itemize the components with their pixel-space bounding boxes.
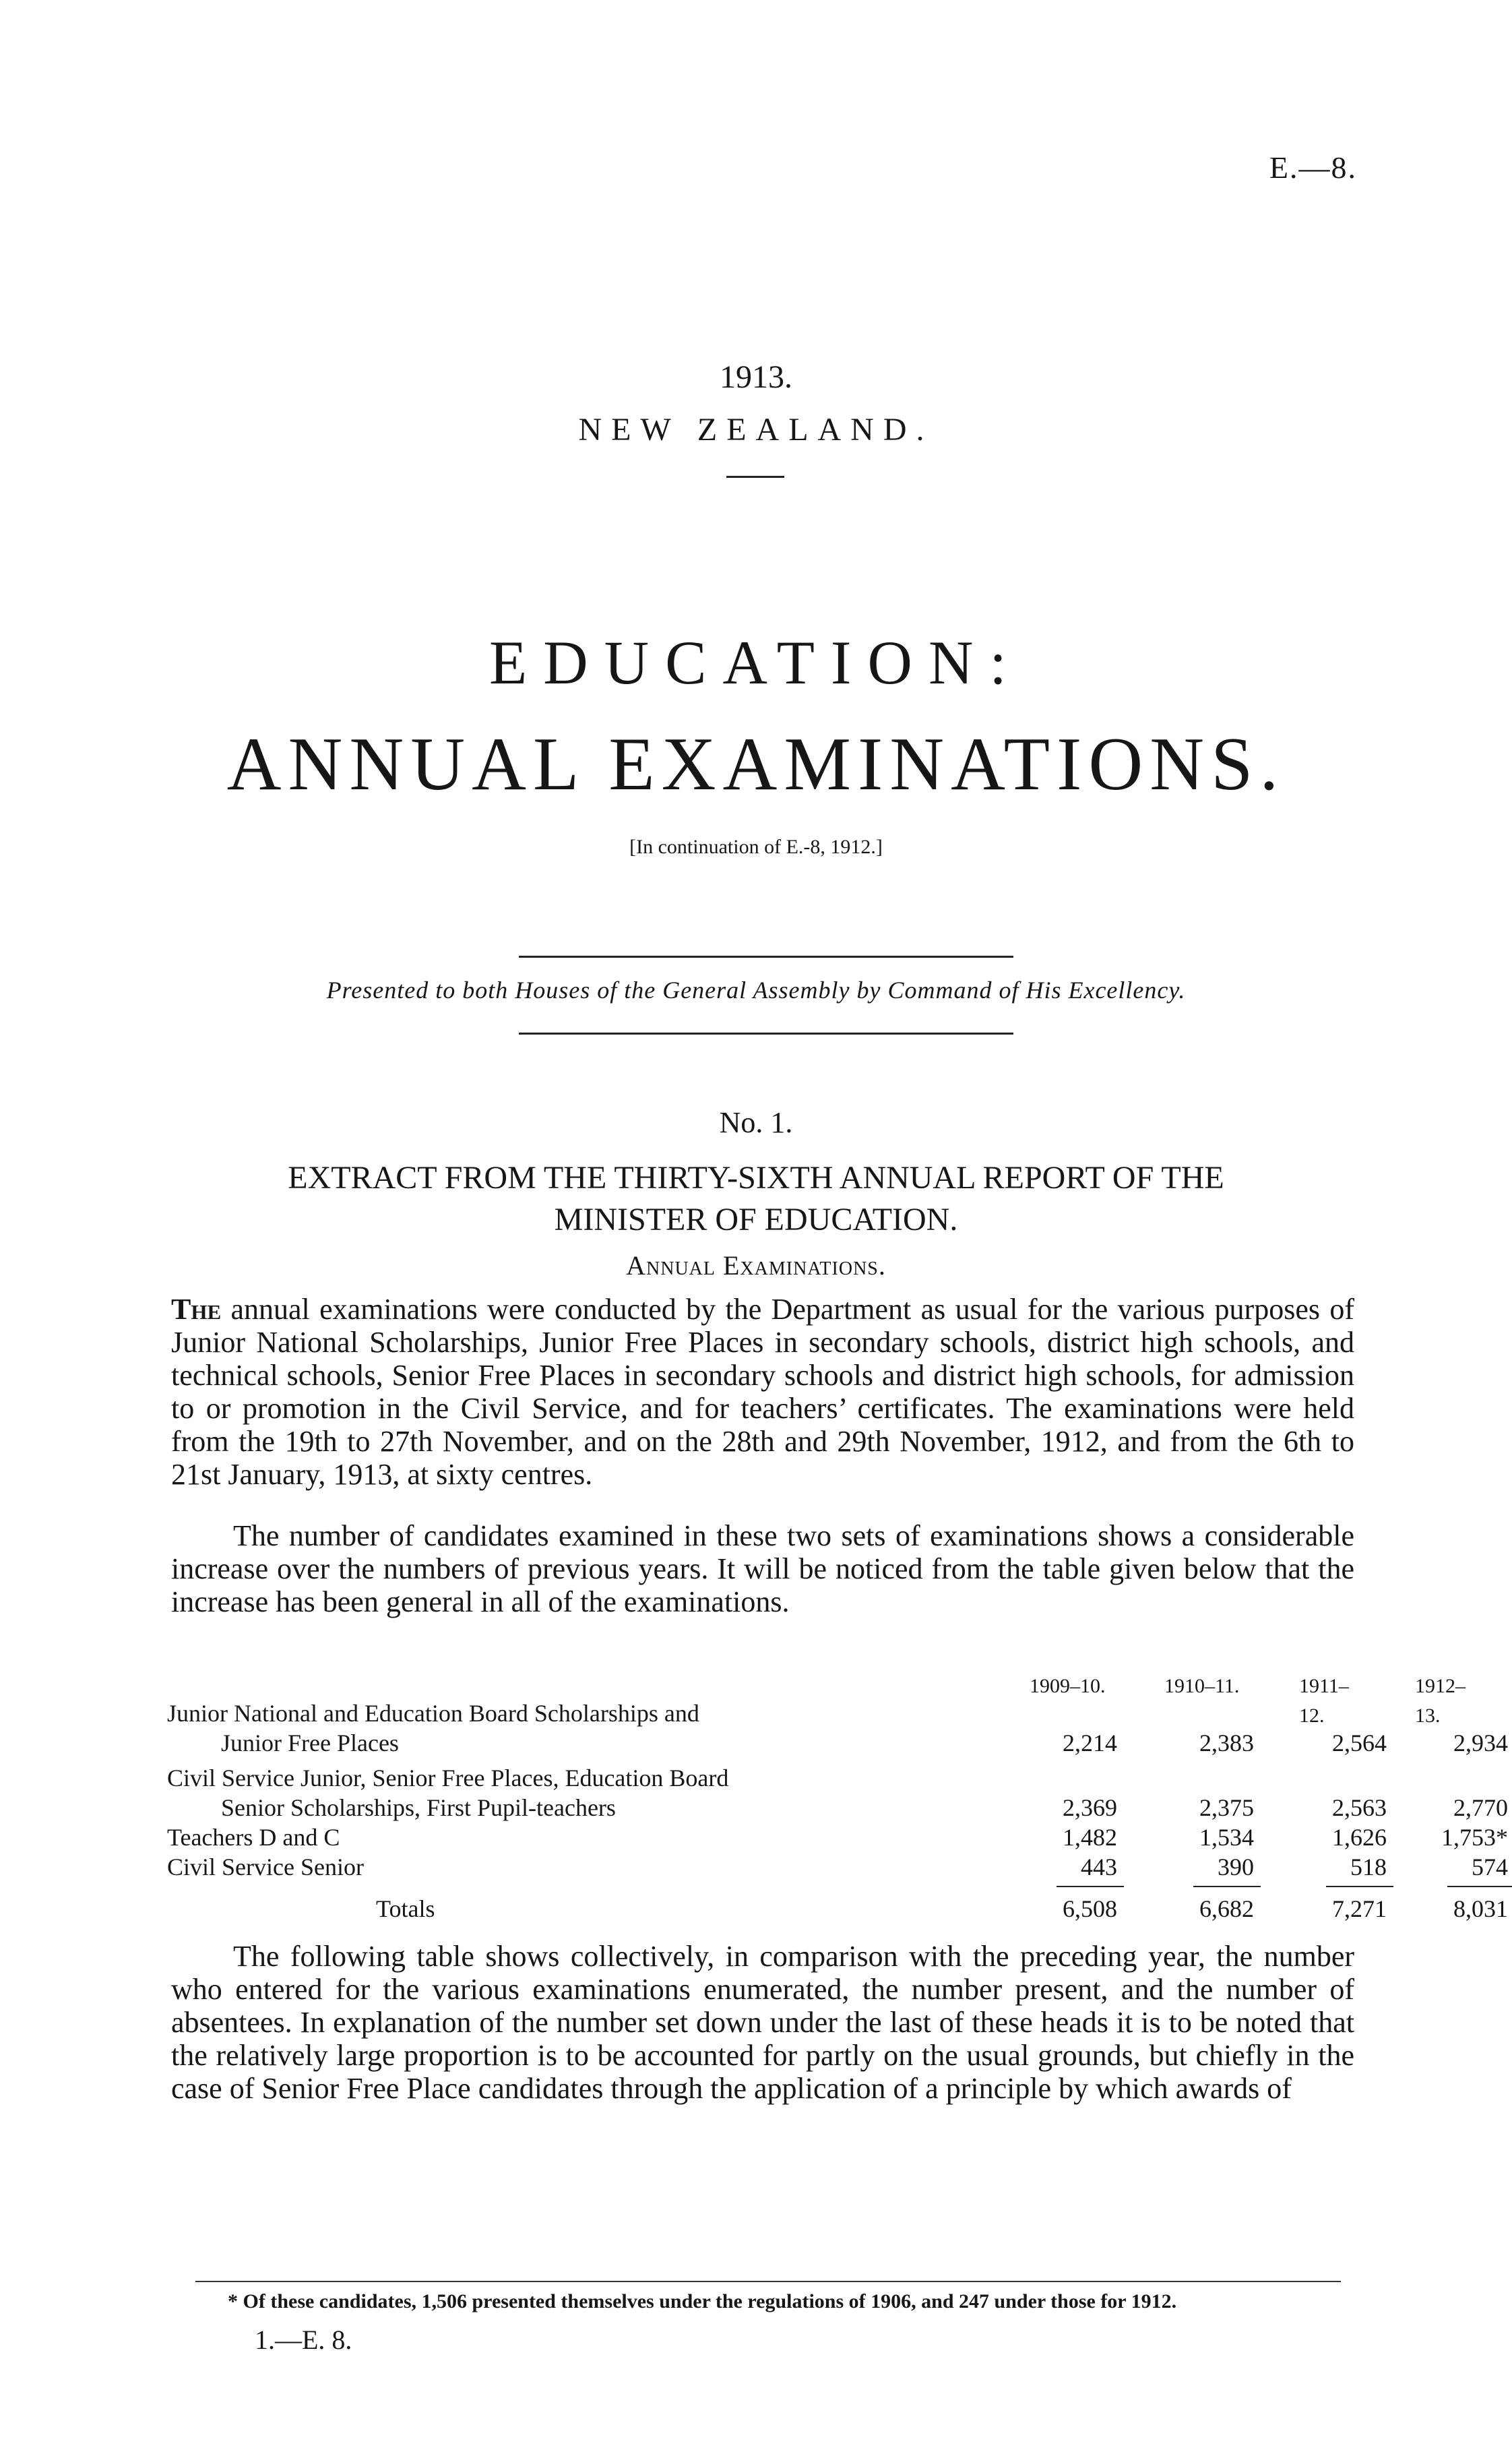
table-cell: 2,564: [1332, 1729, 1387, 1756]
table-cell: 518: [1350, 1853, 1387, 1880]
row-label: Civil Service Senior: [167, 1853, 364, 1880]
row-label: Junior National and Education Board Scholarships and: [167, 1700, 699, 1727]
year-header: 1911–12.: [1299, 1675, 1349, 1727]
table-cell: 1,753*: [1441, 1824, 1508, 1851]
table-cell: 1,534: [1199, 1824, 1254, 1851]
page-reference: E.—8.: [1269, 150, 1357, 185]
table-cell: 2,369: [1063, 1794, 1117, 1821]
paragraph-3: [171, 1940, 1354, 2105]
total-cell: 6,508: [1063, 1895, 1117, 1922]
divider-rule: [519, 956, 1013, 958]
extract-heading-line1: EXTRACT FROM THE THIRTY-SIXTH ANNUAL REPORT OF THE: [288, 1160, 1224, 1196]
table-cell: 443: [1081, 1853, 1117, 1880]
extract-heading-line2: MINISTER OF EDUCATION.: [554, 1202, 958, 1237]
table-cell: 1,626: [1332, 1824, 1387, 1851]
table-cell: 2,214: [1063, 1729, 1117, 1756]
totals-label: Totals: [376, 1895, 435, 1922]
paragraph-1-text: annual examinations were conducted by the Department as usual for the various purposes of Junior National Scholarships, Junior Free Places in secondary schools, district high schools, and technical schools, Senior Free Places in secondary schools and district high schools, for admission to or promotion in the Civil Service, and for teachers’ certificates. The examinations were held from the 19th to 27th November, and on the 28th and 29th November, 1912, and from the 6th to 21st January, 1913, at sixty centres.: [171, 1293, 1354, 1491]
table-cell: 390: [1218, 1853, 1254, 1880]
paragraph-2: [171, 1519, 1354, 1618]
row-label: Teachers D and C: [167, 1824, 340, 1851]
divider-rule: [726, 476, 784, 478]
divider-rule: [519, 1033, 1013, 1035]
paragraph-lead-word: The: [171, 1293, 222, 1326]
table-cell: 1,482: [1063, 1824, 1117, 1851]
paragraph-3-text: The following table shows collectively, in comparison with the preceding year, the number who entered for the various examinations enumerated, the number present, and the number of absentees. In explanation of the number set down under the last of these heads it is to be noted that the relatively large proportion is to be accounted for partly on the usual grounds, but chiefly in the case of Senior Free Place candidates through the application of a principle by which awards of: [171, 1940, 1354, 2105]
sum-rule: [1057, 1886, 1124, 1887]
table-cell: 2,563: [1332, 1794, 1387, 1821]
footnote-rule: [195, 2281, 1341, 2282]
total-cell: 6,682: [1199, 1895, 1254, 1922]
sheet-reference: 1.—E. 8.: [255, 2325, 352, 2355]
subtitle: ANNUAL EXAMINATIONS.: [226, 723, 1286, 806]
total-cell: 8,031: [1453, 1895, 1508, 1922]
presentation-line: Presented to both Houses of the General Assembly by Command of His Excellency.: [326, 977, 1186, 1004]
row-label: Civil Service Junior, Senior Free Places, Education Board: [167, 1765, 729, 1791]
footnote: * Of these candidates, 1,506 presented themselves under the regulations of 1906, and 247 under those for 1912.: [228, 2290, 1177, 2312]
report-year: 1913.: [720, 359, 792, 395]
table-cell: 574: [1472, 1853, 1508, 1880]
paragraph-1: [171, 1293, 1354, 1491]
total-cell: 7,271: [1332, 1895, 1387, 1922]
row-label-continued: Senior Scholarships, First Pupil-teachers: [221, 1794, 616, 1821]
country-heading: NEW ZEALAND.: [578, 412, 934, 448]
document-number: No. 1.: [719, 1106, 793, 1139]
table-cell: 2,383: [1199, 1729, 1254, 1756]
section-heading: Annual Examinations.: [626, 1250, 886, 1281]
table-cell: 2,375: [1199, 1794, 1254, 1821]
paragraph-2-text: The number of candidates examined in these two sets of examinations shows a considerable increase over the numbers of previous years. It will be noticed from the table given below that the increase has been general in all of the examinations.: [171, 1519, 1354, 1618]
sum-rule: [1447, 1886, 1512, 1887]
row-label-continued: Junior Free Places: [221, 1729, 399, 1756]
sum-rule: [1193, 1886, 1261, 1887]
year-header: 1912–13.: [1415, 1675, 1466, 1727]
table-cell: 2,934: [1453, 1729, 1508, 1756]
year-header: 1910–11.: [1164, 1675, 1240, 1697]
main-title: EDUCATION:: [489, 628, 1023, 697]
year-header: 1909–10.: [1030, 1675, 1106, 1697]
continuation-note: [In continuation of E.-8, 1912.]: [629, 836, 883, 858]
table-cell: 2,770: [1453, 1794, 1508, 1821]
sum-rule: [1326, 1886, 1393, 1887]
